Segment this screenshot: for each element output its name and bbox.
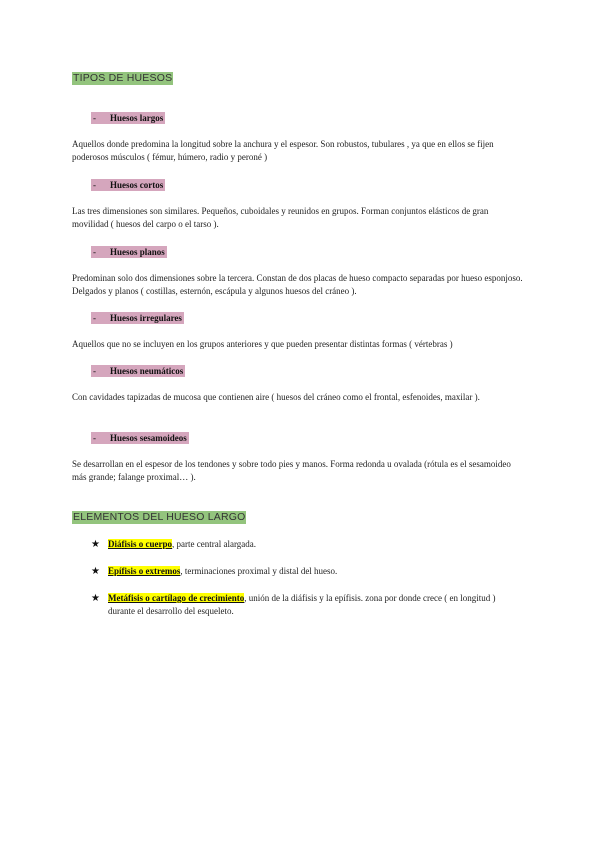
highlighted-term: Metáfisis o cartílago de crecimiento <box>108 593 245 603</box>
subhead-huesos-cortos <box>91 179 165 191</box>
term-description: , parte central alargada. <box>172 539 257 549</box>
subhead-label: Huesos sesamoideos <box>110 433 187 443</box>
list-item-metafisis <box>91 592 521 618</box>
list-dash: - <box>93 113 96 123</box>
subhead-label: Huesos cortos <box>110 180 164 190</box>
term-description: , terminaciones proximal y distal del hueso. <box>180 566 338 576</box>
paragraph-huesos-largos: Aquellos donde predomina la longitud sobre la anchura y el espesor. Son robustos, tubulares , ya que en ellos se fijen poderosos músculos ( fémur, húmero, radio y peroné ) <box>72 139 494 162</box>
list-dash: - <box>93 433 96 443</box>
subhead-label: Huesos irregulares <box>110 313 182 323</box>
subhead-label: Huesos largos <box>110 113 164 123</box>
list-dash: - <box>93 366 96 376</box>
list-dash: - <box>93 247 96 257</box>
highlighted-term: Diáfisis o cuerpo <box>108 539 172 549</box>
list-dash: - <box>93 313 96 323</box>
subhead-label: Huesos planos <box>110 247 165 257</box>
paragraph-huesos-irregulares: Aquellos que no se incluyen en los grupos anteriores y que pueden presentar distintas formas ( vértebras ) <box>72 339 453 349</box>
paragraph-huesos-neumaticos: Con cavidades tapizadas de mucosa que contienen aire ( huesos del cráneo como el frontal, esfenoides, maxilar ). <box>72 392 480 402</box>
subhead-huesos-sesamoideos <box>91 432 189 444</box>
subhead-huesos-planos <box>91 246 167 258</box>
star-icon: ★ <box>91 539 100 550</box>
paragraph-huesos-cortos: Las tres dimensiones son similares. Pequeños, cuboidales y reunidos en grupos. Forman conjuntos elásticos de gran movilidad ( huesos del carpo o el tarso ). <box>72 206 489 229</box>
subhead-huesos-largos <box>91 112 165 124</box>
list-dash: - <box>93 180 96 190</box>
section-title-elementos: ELEMENTOS DEL HUESO LARGO <box>73 511 246 523</box>
highlighted-term: Epífisis o extremos <box>108 566 181 576</box>
subhead-label: Huesos neumáticos <box>110 366 184 376</box>
list-item-diafisis <box>91 538 521 551</box>
star-icon: ★ <box>91 566 100 577</box>
star-icon: ★ <box>91 593 100 604</box>
term-description: , unión de la diáfisis y la epífisis. zona por donde crece ( en longitud ) durante el desarrollo del esqueleto. <box>108 593 496 616</box>
subhead-huesos-neumaticos <box>91 365 185 377</box>
list-item-epifisis <box>91 565 521 578</box>
paragraph-huesos-sesamoideos: Se desarrollan en el espesor de los tendones y sobre todo pies y manos. Forma redonda u ovalada (rótula es el sesamoideo más grande; falange proximal… ). <box>72 459 511 482</box>
paragraph-huesos-planos: Predominan solo dos dimensiones sobre la tercera. Constan de dos placas de hueso compacto separadas por hueso esponjoso. Delgados y planos ( costillas, esternón, escápula y algunos huesos del cráneo ). <box>72 273 523 296</box>
section-title-tipos: TIPOS DE HUESOS <box>73 72 173 84</box>
subhead-huesos-irregulares <box>91 312 184 324</box>
